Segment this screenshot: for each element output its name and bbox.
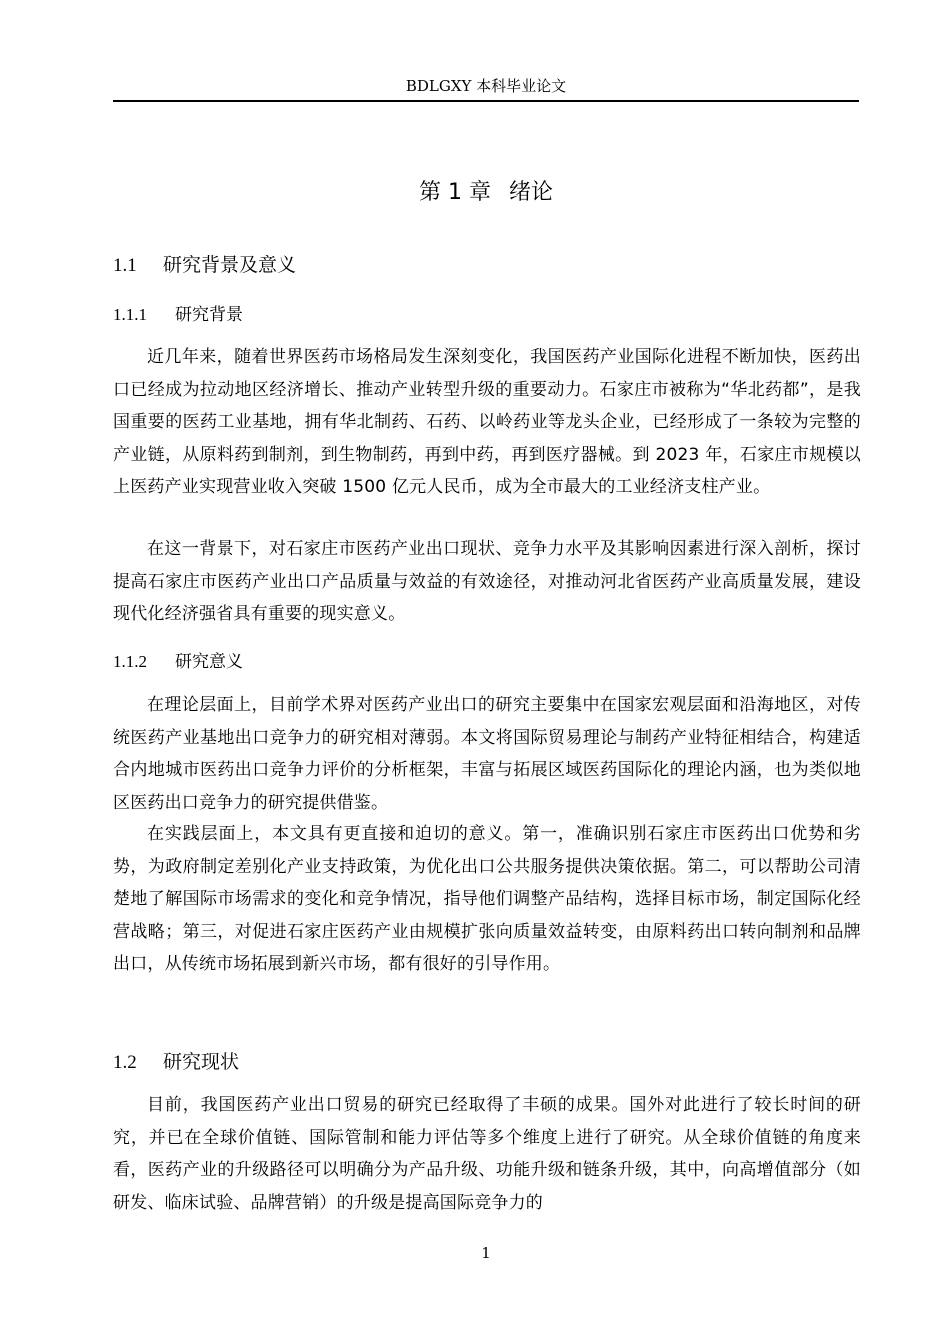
subsection-title: 研究背景 <box>175 305 243 325</box>
section-title: 研究现状 <box>163 1051 240 1073</box>
section-number: 1.2 <box>113 1052 137 1073</box>
paragraph-background-1: 近几年来，随着世界医药市场格局发生深刻变化，我国医药产业国际化进程不断加快，医药出口已经成为拉动地区经济增长、推动产业转型升级的重要动力。石家庄市被称为“华北药都”，是我国重要的医药工业基地，拥有华北制药、石药、以岭药业等龙头企业，已经形成了一条较为完整的产业链，从原料药到制剂，到生物制药，再到中药，再到医疗器械。到 2023 年，石家庄市规模以上医药产业实现营业收入突破 1500 亿元人民币，成为全市最大的工业经济支柱产业。 <box>113 347 861 498</box>
page-number: 1 <box>481 1244 491 1262</box>
subsection-heading-1-1-2 <box>113 648 243 676</box>
subsection-heading-1-1-1 <box>113 301 243 329</box>
running-header: BDLGXY 本科毕业论文 <box>405 77 567 95</box>
paragraph-background-2: 在这一背景下，对石家庄市医药产业出口现状、竞争力水平及其影响因素进行深入剖析，探讨提高石家庄市医药产业出口产品质量与效益的有效途径，对推动河北省医药产业高质量发展，建设现代化经济强省具有重要的现实意义。 <box>113 539 861 625</box>
paragraph-status-1: 目前，我国医药产业出口贸易的研究已经取得了丰硕的成果。国外对此进行了较长时间的研究，并已在全球价值链、国际管制和能力评估等多个维度上进行了研究。从全球价值链的角度来看，医药产业的升级路径可以明确分为产品升级、功能升级和链条升级，其中，向高增值部分（如研发、临床试验、品牌营销）的升级是提高国际竞争力的 <box>113 1095 861 1213</box>
paragraph-significance-2: 在实践层面上，本文具有更直接和迫切的意义。第一，准确识别石家庄市医药出口优势和劣势，为政府制定差别化产业支持政策，为优化出口公共服务提供决策依据。第二，可以帮助公司清楚地了解国际市场需求的变化和竞争情况，指导他们调整产品结构，选择目标市场，制定国际化经营战略；第三，对促进石家庄医药产业由规模扩张向质量效益转变，由原料药出口转向制剂和品牌出口，从传统市场拓展到新兴市场，都有很好的引导作用。 <box>113 824 861 975</box>
paragraph-significance-1: 在理论层面上，目前学术界对医药产业出口的研究主要集中在国家宏观层面和沿海地区，对传统医药产业基地出口竞争力的研究相对薄弱。本文将国际贸易理论与制药产业特征相结合，构建适合内地城市医药出口竞争力评价的分析框架，丰富与拓展区域医药国际化的理论内涵，也为类似地区医药出口竞争力的研究提供借鉴。 <box>113 695 861 813</box>
subsection-number: 1.1.2 <box>113 652 147 671</box>
subsection-number: 1.1.1 <box>113 305 147 324</box>
section-number: 1.1 <box>113 255 137 276</box>
chapter-title <box>113 175 859 211</box>
section-title: 研究背景及意义 <box>163 254 297 276</box>
section-heading-1-1 <box>113 250 296 281</box>
section-heading-1-2 <box>113 1047 239 1078</box>
header-rule <box>113 100 859 102</box>
chapter-number: 第 1 章 <box>419 180 491 205</box>
chapter-name: 绪论 <box>508 180 553 205</box>
subsection-title: 研究意义 <box>175 652 243 672</box>
